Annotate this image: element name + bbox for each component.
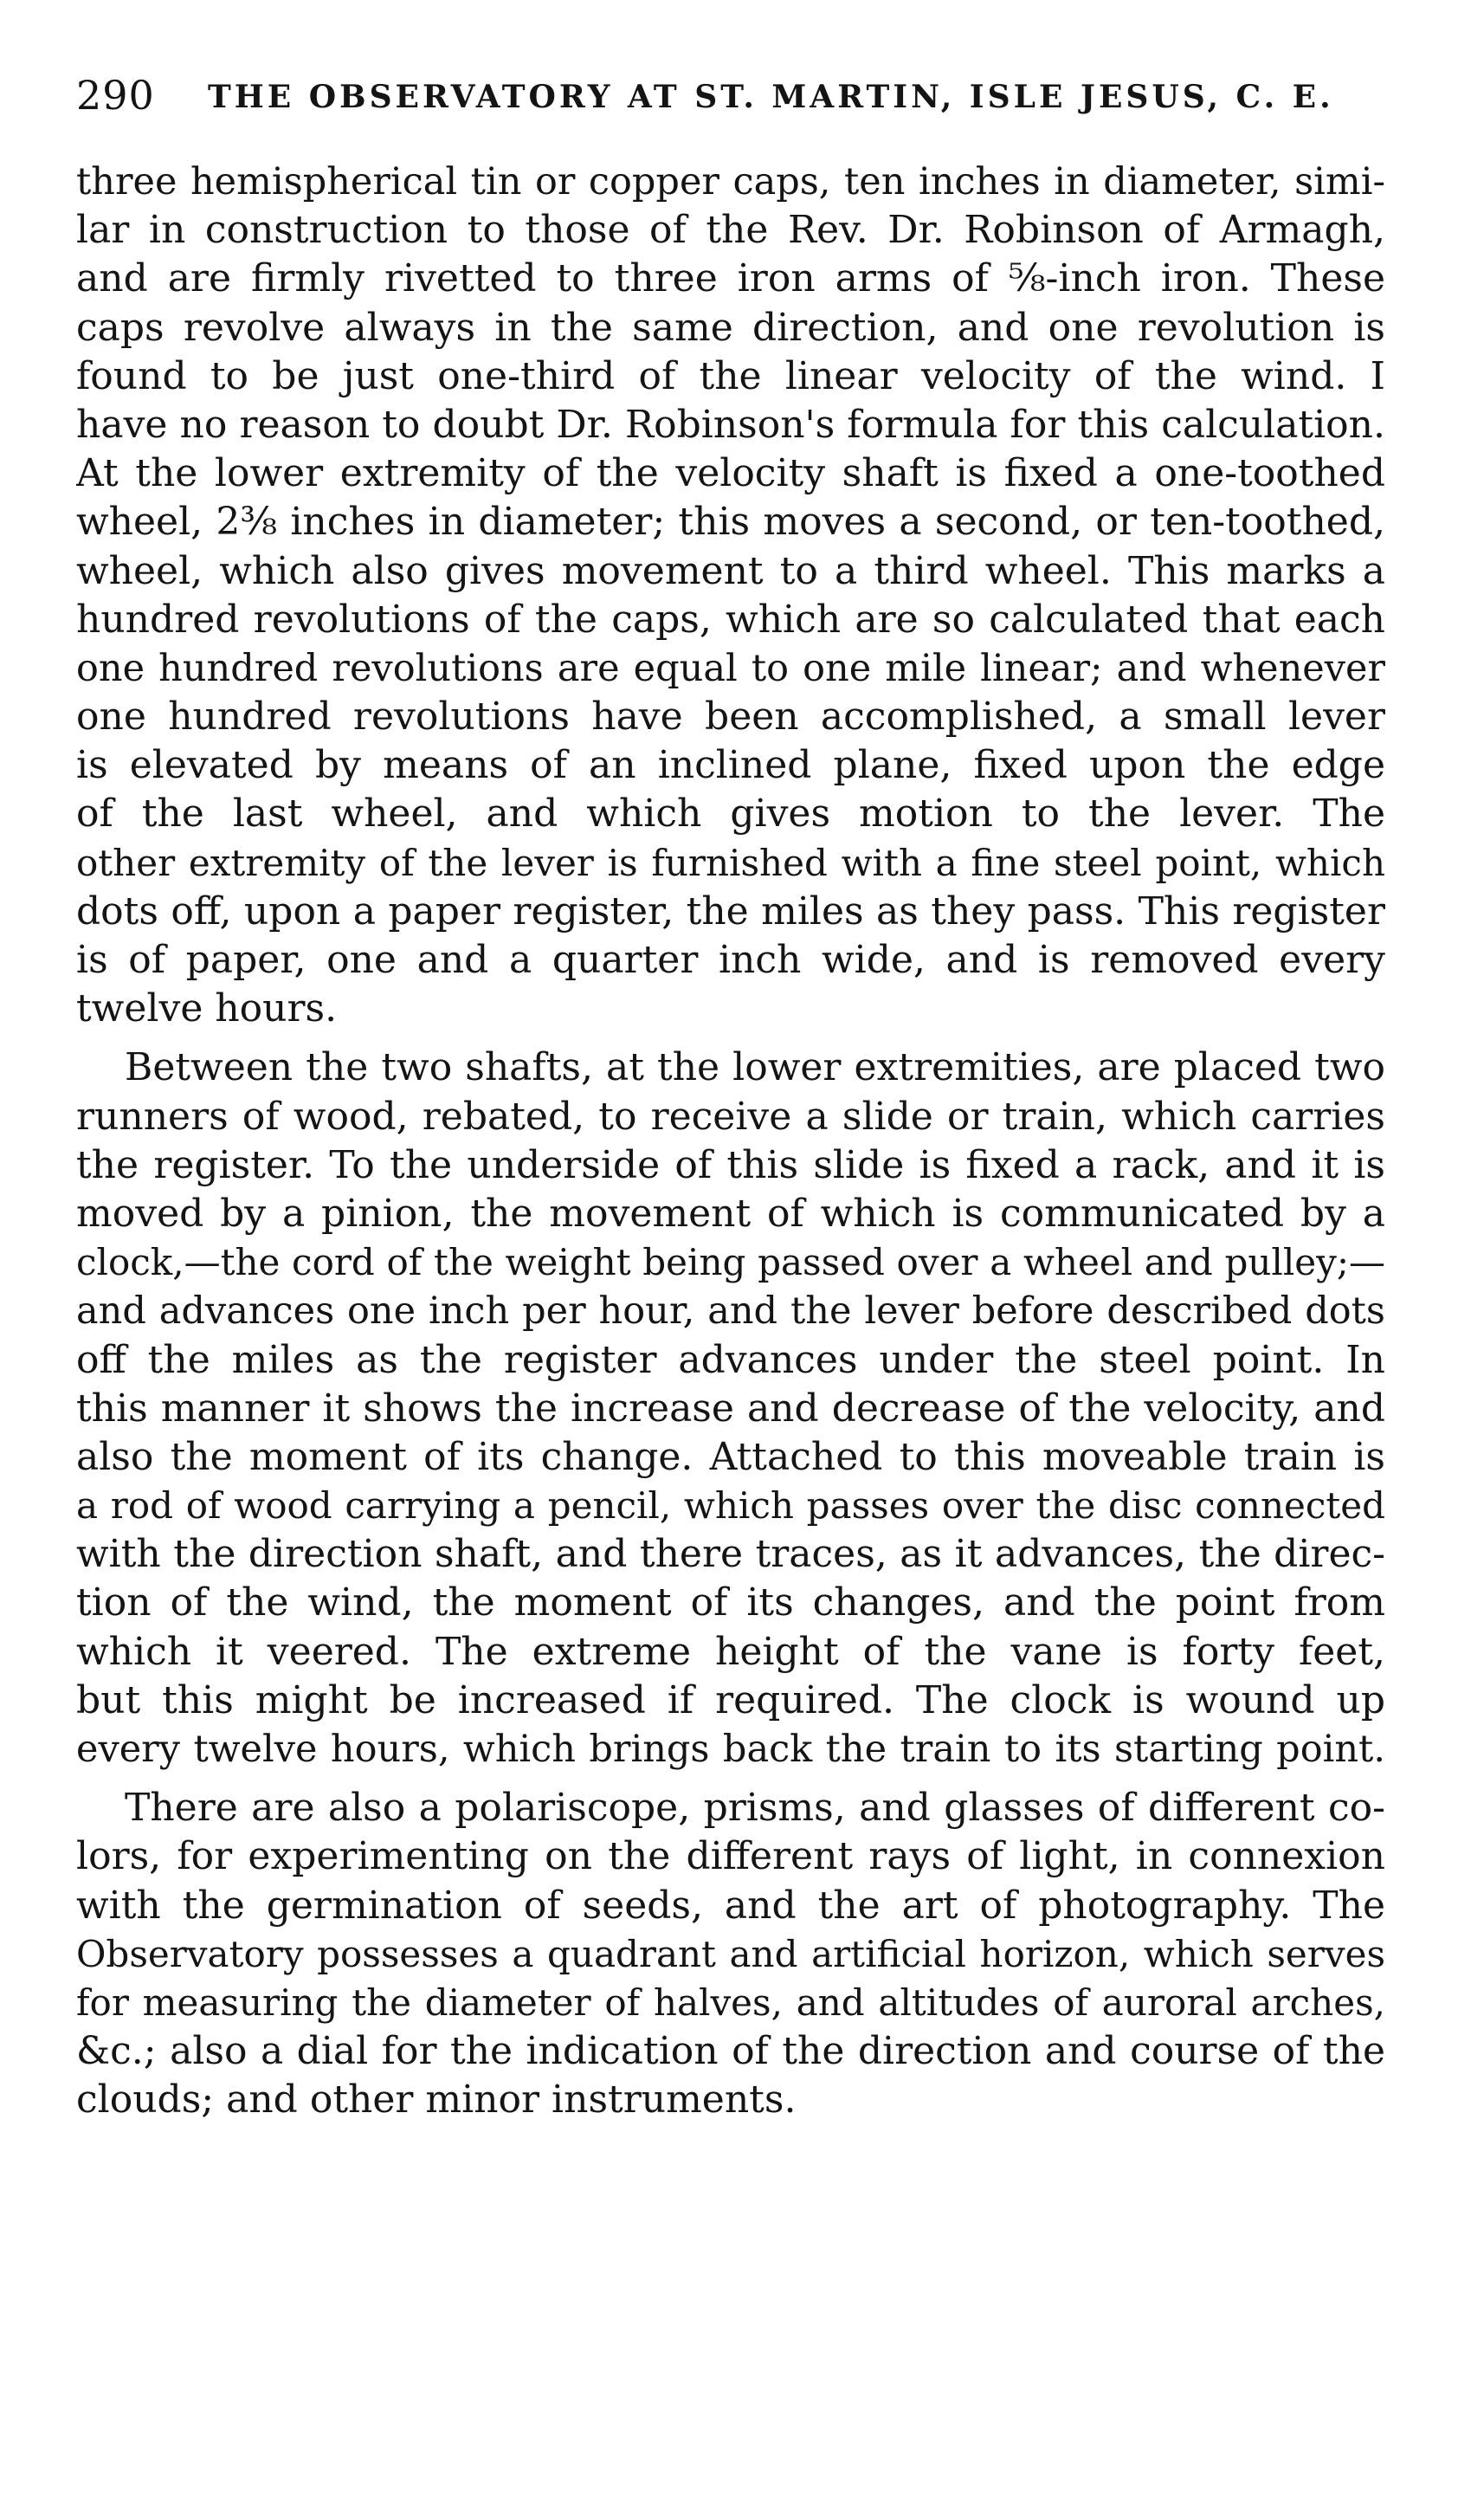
text-line: Between the two shafts, at the lower extremities, are placed two <box>125 1045 1385 1090</box>
text-line: three hemispherical tin or copper caps, ten inches in diameter, simi- <box>76 160 1385 204</box>
text-line: which it veered. The extreme height of the vane is forty feet, <box>76 1629 1385 1674</box>
text-line: clouds; and other minor instruments. <box>76 2077 797 2123</box>
text-line: &c.; also a dial for the indication of the direction and course of the <box>76 2029 1385 2074</box>
paragraph-2 <box>76 1044 1385 1774</box>
body-text <box>76 158 1385 2136</box>
text-line: clock,—the cord of the weight being passed over a wheel and pulley;— <box>76 1241 1385 1284</box>
text-line: is elevated by means of an inclined plane, fixed upon the edge <box>76 743 1385 788</box>
page-number: 290 <box>76 72 155 119</box>
paragraph-3 <box>76 1784 1385 2124</box>
text-line: off the miles as the register advances under the steel point. In <box>76 1337 1385 1382</box>
text-line: with the direction shaft, and there traces, as it advances, the direc- <box>76 1532 1385 1577</box>
text-line: found to be just one-third of the linear velocity of the wind. I <box>76 353 1385 398</box>
text-line: is of paper, one and a quarter inch wide, and is removed every <box>76 938 1385 982</box>
text-line: At the lower extremity of the velocity shaft is fixed a one-toothed <box>76 451 1385 496</box>
text-line: wheel, which also gives movement to a third wheel. This marks a <box>76 548 1385 593</box>
text-line: dots off, upon a paper register, the miles as they pass. This register <box>76 888 1385 934</box>
running-head <box>76 69 1410 139</box>
text-line: a rod of wood carrying a pencil, which passes over the disc connected <box>76 1484 1385 1528</box>
text-line: one hundred revolutions are equal to one mile linear; and whenever <box>76 646 1385 690</box>
text-line: other extremity of the lever is furnished with a fine steel point, which <box>76 841 1385 884</box>
running-title: THE OBSERVATORY AT ST. MARTIN, ISLE JESUS, C. E. <box>208 79 1334 115</box>
text-line: runners of wood, rebated, to receive a slide or train, which carries <box>76 1094 1385 1139</box>
text-line: twelve hours. <box>76 986 338 1031</box>
text-line: with the germination of seeds, and the art of photography. The <box>76 1883 1385 1928</box>
text-line: tion of the wind, the moment of its changes, and the point from <box>76 1580 1385 1625</box>
text-line: and are firmly rivetted to three iron arms of ⅝-inch iron. These <box>76 256 1385 301</box>
text-line: for measuring the diameter of halves, and altitudes of auroral arches, <box>76 1980 1385 2024</box>
text-line: moved by a pinion, the movement of which is communicated by a <box>76 1191 1385 1236</box>
text-line: of the last wheel, and which gives motion to the lever. The <box>76 792 1385 837</box>
text-line: caps revolve always in the same direction, and one revolution is <box>76 305 1385 350</box>
paragraph-1 <box>76 158 1385 1033</box>
text-line: have no reason to doubt Dr. Robinson's formula for this calculation. <box>76 402 1385 447</box>
text-line: hundred revolutions of the caps, which are so calculated that each <box>76 597 1385 642</box>
text-line: also the moment of its change. Attached to this moveable train is <box>76 1434 1385 1479</box>
text-line: but this might be increased if required. The clock is wound up <box>76 1677 1385 1722</box>
text-line: one hundred revolutions have been accomplished, a small lever <box>76 695 1385 740</box>
text-line: lors, for experimenting on the different rays of light, in connexion <box>76 1834 1385 1879</box>
text-line: lar in construction to those of the Rev. Dr. Robinson of Armagh, <box>76 208 1385 253</box>
text-line: wheel, 2⅜ inches in diameter; this moves a second, or ten-toothed, <box>76 500 1385 545</box>
text-line: this manner it shows the increase and decrease of the velocity, and <box>76 1386 1385 1431</box>
text-line: and advances one inch per hour, and the lever before described dots <box>76 1289 1385 1334</box>
text-line: every twelve hours, which brings back the train to its starting point. <box>76 1728 1385 1771</box>
text-line: the register. To the underside of this slide is fixed a rack, and it is <box>76 1142 1385 1187</box>
text-line: There are also a polariscope, prisms, and glasses of different co- <box>125 1786 1385 1831</box>
text-line: Observatory possesses a quadrant and artificial horizon, which serves <box>76 1932 1385 1975</box>
